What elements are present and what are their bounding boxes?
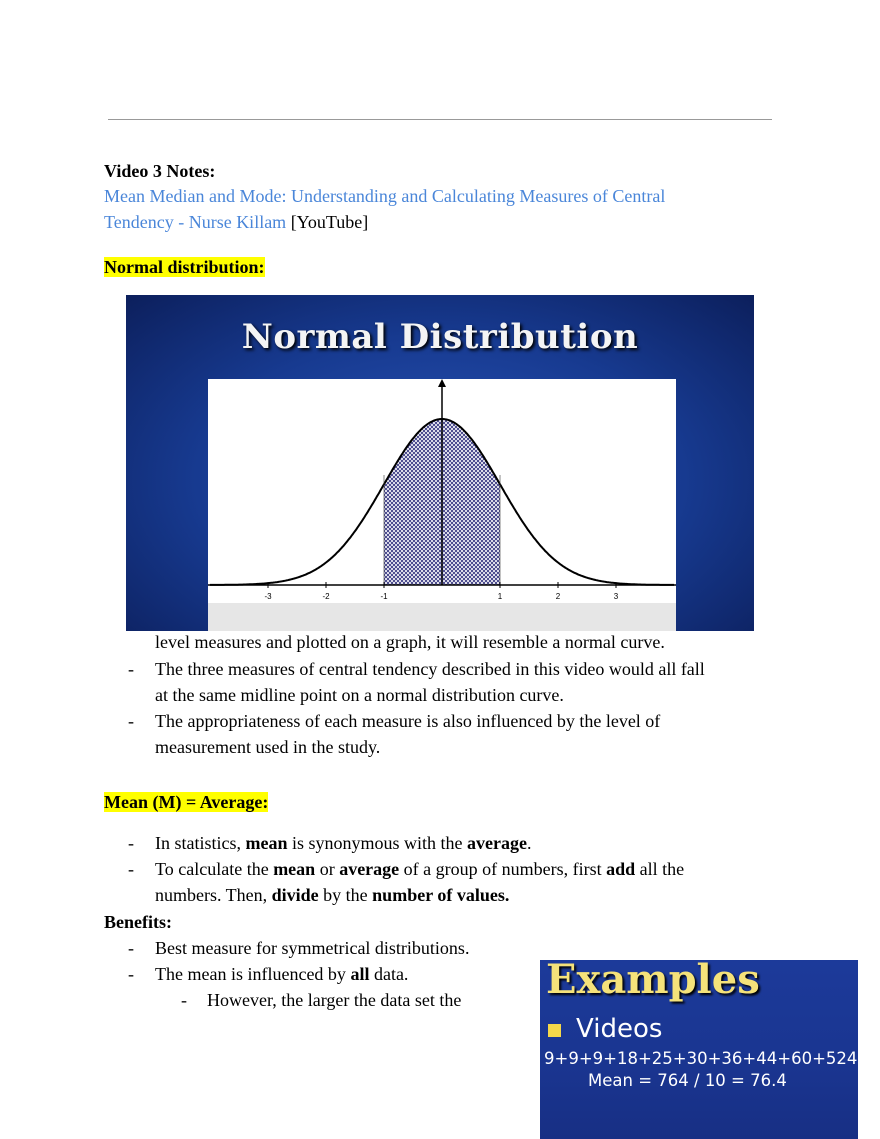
sub-bullet-1: However, the larger the data set the (207, 990, 462, 1010)
bullet-dash: - (128, 711, 134, 731)
x-tick-label: -1 (380, 592, 388, 601)
sub-bullet-dash: - (181, 990, 187, 1010)
plot-bottom-band (208, 603, 676, 631)
examples-title: Examples (546, 960, 760, 1003)
normal-section-highlight: Normal distribution: (104, 257, 265, 277)
normal-curve-plot (208, 379, 676, 631)
benefit-1: Best measure for symmetrical distributions. (155, 938, 470, 958)
mean-bullet-2-line-1: To calculate the mean or average of a group of numbers, first add all the (155, 859, 685, 879)
source-link-line1[interactable]: Mean Median and Mode: Understanding and Calculating Measures of Central (104, 186, 666, 206)
header-divider (108, 119, 772, 120)
examples-slide (540, 960, 858, 1139)
mean-section-title (104, 789, 268, 815)
normal-bullet-2-line-1: measurement used in the study. (155, 737, 381, 757)
mean-bullet-2-line-2: numbers. Then, divide by the number of values. (155, 885, 510, 905)
benefits-title: Benefits: (104, 912, 172, 932)
examples-mean: Mean = 764 / 10 = 76.4 (588, 1071, 787, 1090)
square-bullet-icon (548, 1024, 561, 1037)
x-tick-label: 1 (497, 592, 503, 601)
benefit-2: The mean is influenced by all data. (155, 964, 409, 984)
mean-bullet-1: In statistics, mean is synonymous with the average. (155, 833, 532, 853)
normal-bullet-1-line-1: at the same midline point on a normal distribution curve. (155, 685, 564, 705)
notes-heading: Video 3 Notes: (104, 161, 216, 181)
x-tick-label: -2 (322, 592, 330, 601)
y-axis-arrow (438, 379, 446, 387)
source-line2 (104, 209, 368, 235)
normal-bullet-2-line-0: The appropriateness of each measure is also influenced by the level of (155, 711, 661, 731)
mean-section-highlight: Mean (M) = Average: (104, 792, 269, 812)
x-tick-label: 2 (555, 592, 561, 601)
bullet-dash: - (128, 964, 134, 984)
source-suffix: [YouTube] (286, 212, 369, 232)
bullet-dash: - (128, 833, 134, 853)
normal-curve-svg (208, 379, 676, 631)
bullet-dash: - (128, 859, 134, 879)
examples-sum: 9+9+9+18+25+30+36+44+60+524 (544, 1049, 858, 1068)
normal-distribution-slide (126, 295, 754, 631)
x-tick-label: 3 (613, 592, 619, 601)
normal-section-title (104, 254, 265, 280)
normal-bullet-0-line-0: level measures and plotted on a graph, it will resemble a normal curve. (155, 632, 665, 652)
examples-bullet-label: Videos (576, 1014, 663, 1044)
source-link-line2[interactable]: Tendency - Nurse Killam (104, 212, 287, 232)
normal-bullet-1-line-0: The three measures of central tendency described in this video would all fall (155, 659, 705, 679)
bullet-dash: - (128, 659, 134, 679)
x-tick-label: -3 (264, 592, 272, 601)
slide-title: Normal Distribution (241, 317, 639, 357)
bullet-dash: - (128, 938, 134, 958)
